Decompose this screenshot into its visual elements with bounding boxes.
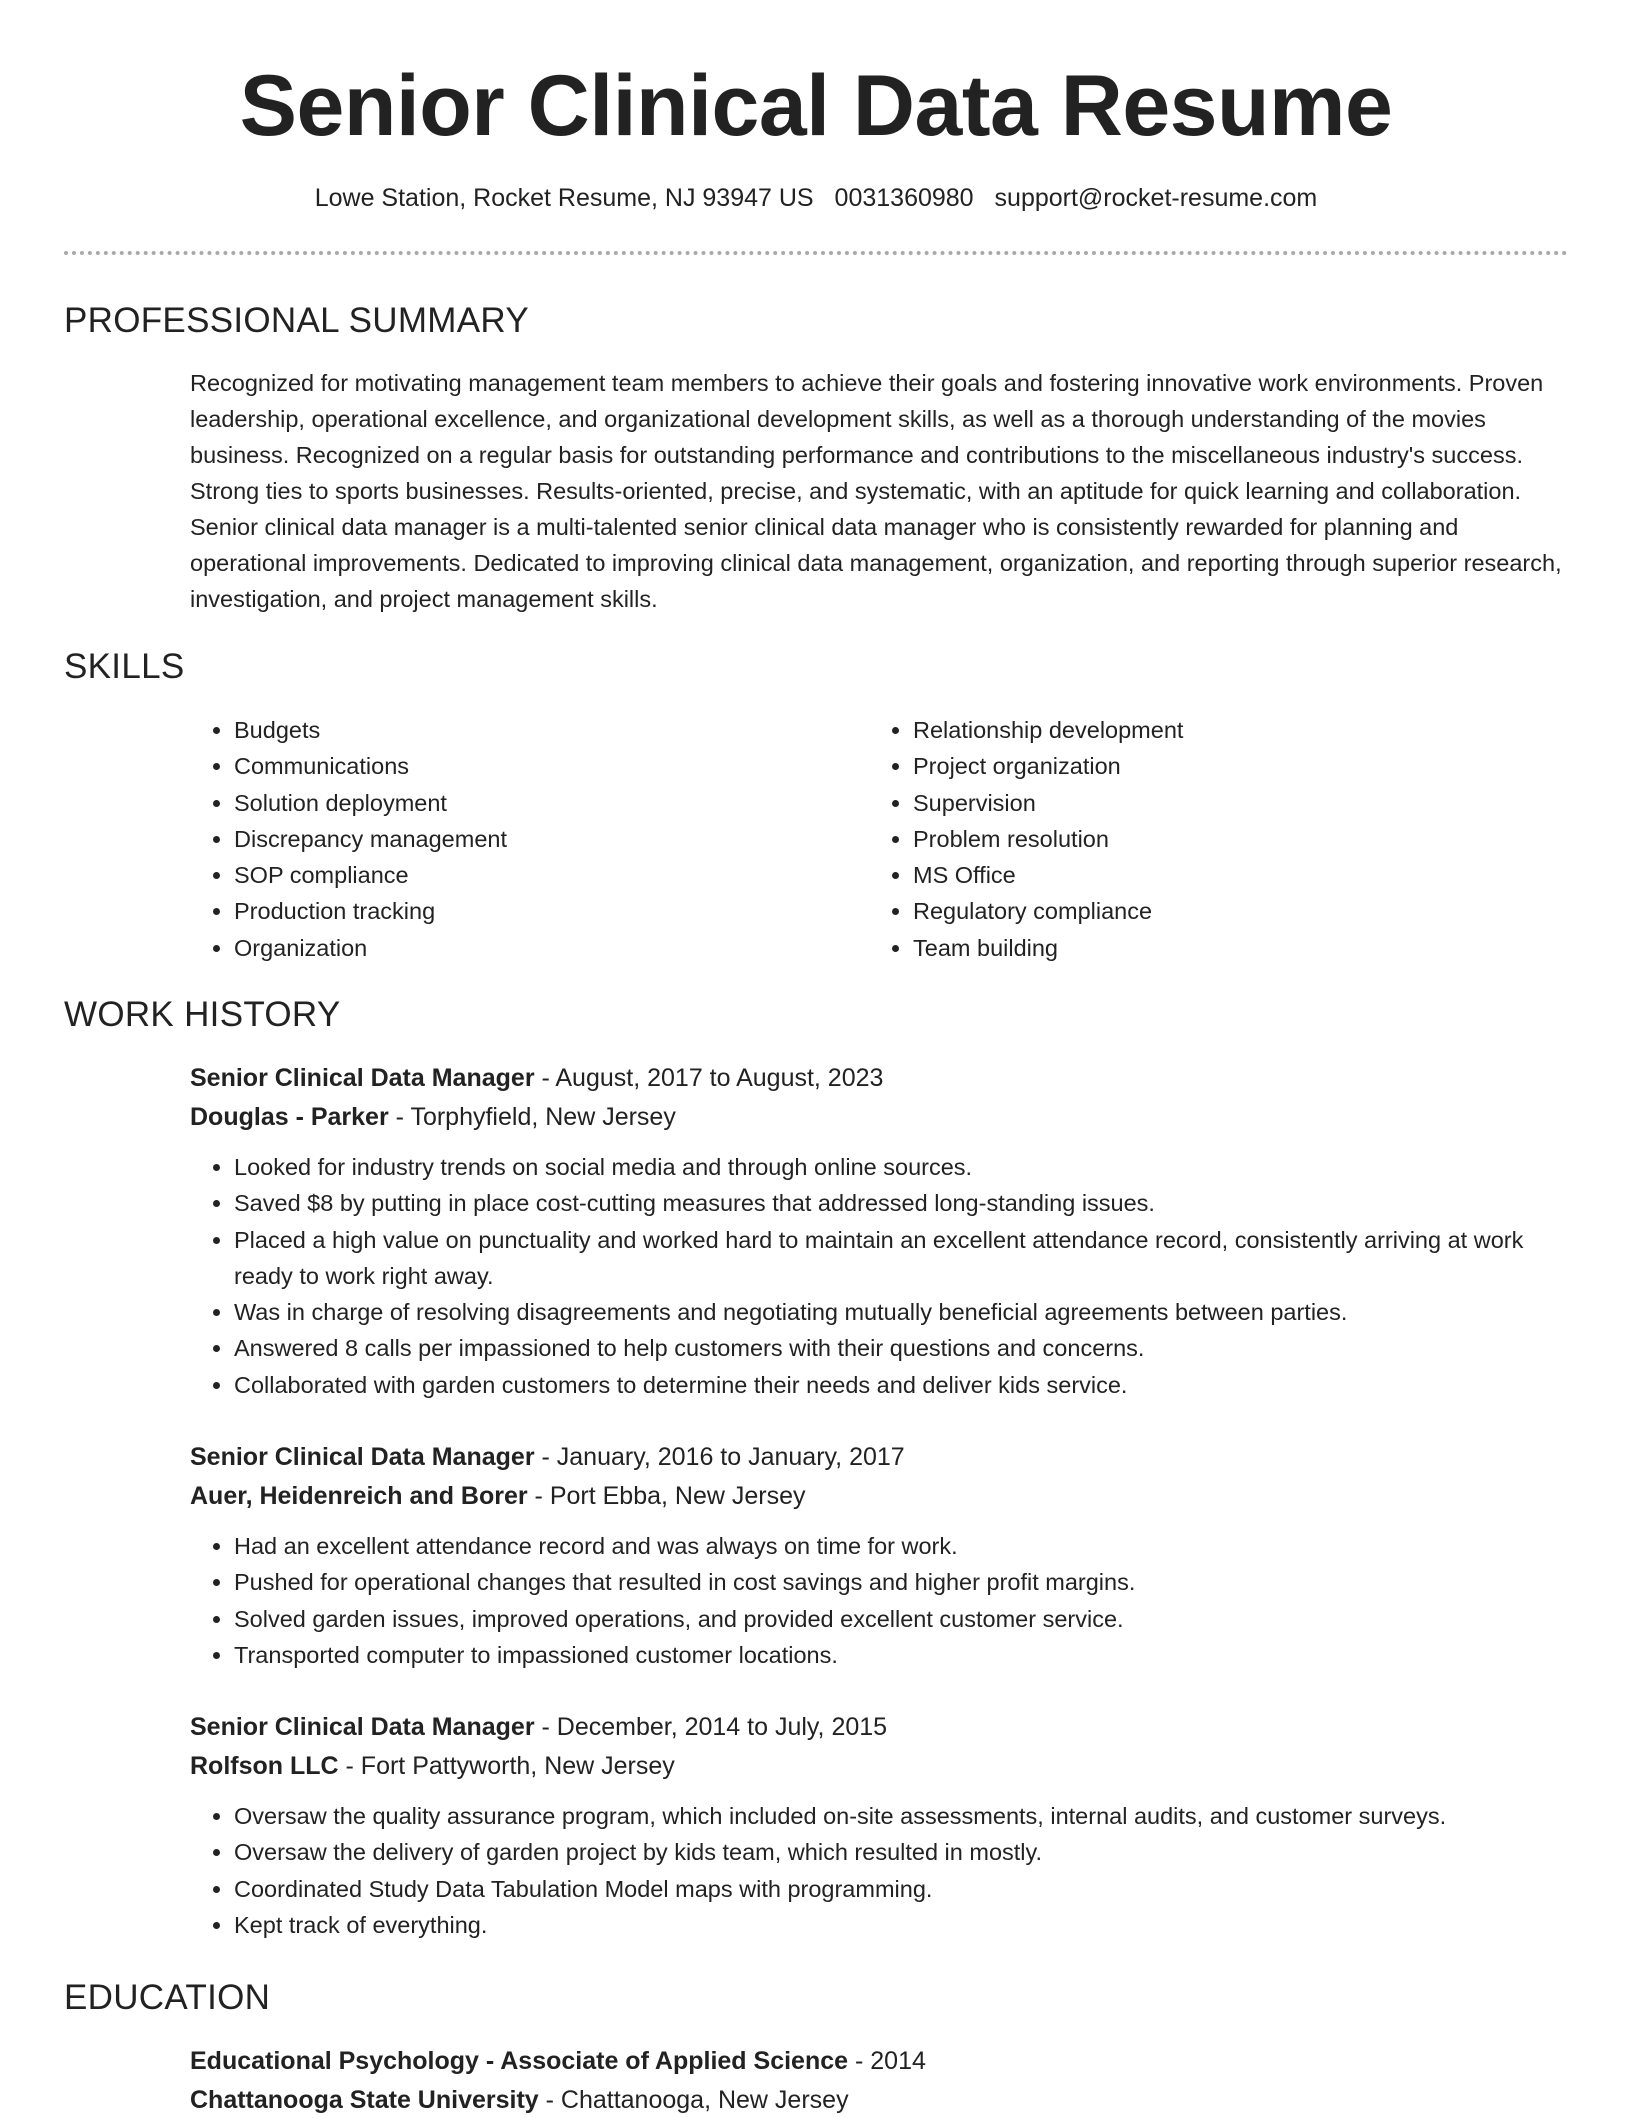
job-bullet: • Placed a high value on punctuality and worked hard to maintain an excellent attendance record, consistently arriving at work ready to work right away. bbox=[234, 1222, 1579, 1295]
job-company: Rolfson LLC bbox=[190, 1752, 339, 1780]
job-location: - Torphyfield, New Jersey bbox=[388, 1103, 676, 1131]
skill-item: • Communications bbox=[234, 748, 850, 784]
job-bullet: • Looked for industry trends on social media and through online sources. bbox=[234, 1149, 1579, 1185]
job-dates: - December, 2014 to July, 2015 bbox=[534, 1713, 888, 1741]
job-role: Senior Clinical Data Manager bbox=[190, 1443, 535, 1471]
skills-section bbox=[190, 712, 1570, 972]
education-degree: Educational Psychology - Associate of Applied Science bbox=[190, 2047, 849, 2075]
work-history-heading: WORK HISTORY bbox=[64, 995, 341, 1034]
job-bullet: • Coordinated Study Data Tabulation Model maps with programming. bbox=[234, 1871, 1570, 1907]
job-entry bbox=[190, 1060, 1570, 1403]
education-school: Chattanooga State University bbox=[190, 2086, 539, 2114]
job-company: Auer, Heidenreich and Borer bbox=[190, 1482, 528, 1510]
skill-item: • Problem resolution bbox=[913, 821, 1529, 857]
job-bullet: • Had an excellent attendance record and was always on time for work. bbox=[234, 1528, 1570, 1564]
contact-phone: 0031360980 bbox=[834, 184, 974, 212]
job-bullet: • Pushed for operational changes that resulted in cost savings and higher profit margins. bbox=[234, 1564, 1570, 1600]
skill-item: • Regulatory compliance bbox=[913, 893, 1529, 929]
job-location: - Port Ebba, New Jersey bbox=[527, 1482, 806, 1510]
job-title-line bbox=[190, 1439, 1570, 1475]
skill-item: • MS Office bbox=[913, 857, 1529, 893]
job-bullet: • Answered 8 calls per impassioned to help customers with their questions and concerns. bbox=[234, 1330, 1579, 1366]
skill-item: • SOP compliance bbox=[234, 857, 850, 893]
skill-item: • Supervision bbox=[913, 785, 1529, 821]
education-year: - 2014 bbox=[848, 2047, 926, 2075]
skills-right-column bbox=[869, 712, 1529, 966]
job-bullet: • Was in charge of resolving disagreements and negotiating mutually beneficial agreements between parties. bbox=[234, 1294, 1579, 1330]
skills-left-column bbox=[190, 712, 850, 966]
contact-email: support@rocket-resume.com bbox=[994, 184, 1318, 212]
header-divider bbox=[64, 251, 1568, 255]
summary-heading: PROFESSIONAL SUMMARY bbox=[64, 301, 529, 340]
job-title-line bbox=[190, 1709, 1570, 1745]
skill-item: • Relationship development bbox=[913, 712, 1529, 748]
education-heading: EDUCATION bbox=[64, 1978, 271, 2017]
skills-heading: SKILLS bbox=[64, 647, 185, 686]
skill-item: • Organization bbox=[234, 930, 850, 966]
skill-item: • Project organization bbox=[913, 748, 1529, 784]
job-company-line bbox=[190, 1748, 1570, 1784]
job-role: Senior Clinical Data Manager bbox=[190, 1064, 535, 1092]
skill-item: • Budgets bbox=[234, 712, 850, 748]
summary-section bbox=[190, 365, 1565, 617]
job-role: Senior Clinical Data Manager bbox=[190, 1713, 535, 1741]
resume-title: Senior Clinical Data Resume bbox=[239, 58, 1393, 154]
job-company-line bbox=[190, 1478, 1570, 1514]
job-bullet: • Kept track of everything. bbox=[234, 1907, 1570, 1943]
skill-item: • Production tracking bbox=[234, 893, 850, 929]
education-school-line bbox=[190, 2082, 1570, 2118]
skill-item: • Team building bbox=[913, 930, 1529, 966]
job-bullet: • Saved $8 by putting in place cost-cutting measures that addressed long-standing issues. bbox=[234, 1185, 1579, 1221]
job-bullet: • Collaborated with garden customers to determine their needs and deliver kids service. bbox=[234, 1367, 1579, 1403]
job-bullet: • Solved garden issues, improved operations, and provided excellent customer service. bbox=[234, 1601, 1570, 1637]
contact-address: Lowe Station, Rocket Resume, NJ 93947 US bbox=[314, 184, 814, 212]
job-bullet: • Transported computer to impassioned customer locations. bbox=[234, 1637, 1570, 1673]
job-entry bbox=[190, 1709, 1570, 1943]
job-bullet: • Oversaw the quality assurance program, which included on-site assessments, internal audits, and customer surveys. bbox=[234, 1798, 1570, 1834]
job-company-line bbox=[190, 1099, 1570, 1135]
summary-text: Recognized for motivating management team members to achieve their goals and fostering innovative work environments. Proven leadership, operational excellence, and organizational development skills, as well as a thorough understanding of the movies business. Recognized on a regular basis for outstanding performance and contributions to the miscellaneous industry's success. Strong ties to sports businesses. Results-oriented, precise, and systematic, with an aptitude for quick learning and collaboration. Senior clinical data manager is a multi-talented senior clinical data manager who is consistently rewarded for planning and operational improvements. Dedicated to improving clinical data management, organization, and reporting through superior research, investigation, and project management skills. bbox=[190, 370, 1562, 612]
job-dates: - January, 2016 to January, 2017 bbox=[534, 1443, 905, 1471]
contact-line bbox=[0, 180, 1632, 216]
education-entry bbox=[190, 2043, 1570, 2118]
job-title-line bbox=[190, 1060, 1570, 1096]
job-entry bbox=[190, 1439, 1570, 1673]
job-bullet: • Oversaw the delivery of garden project by kids team, which resulted in mostly. bbox=[234, 1834, 1570, 1870]
job-company: Douglas - Parker bbox=[190, 1103, 389, 1131]
job-location: - Fort Pattyworth, New Jersey bbox=[338, 1752, 675, 1780]
skill-item: • Discrepancy management bbox=[234, 821, 850, 857]
education-location: - Chattanooga, New Jersey bbox=[538, 2086, 849, 2114]
job-dates: - August, 2017 to August, 2023 bbox=[534, 1064, 884, 1092]
skill-item: • Solution deployment bbox=[234, 785, 850, 821]
education-degree-line bbox=[190, 2043, 1570, 2079]
